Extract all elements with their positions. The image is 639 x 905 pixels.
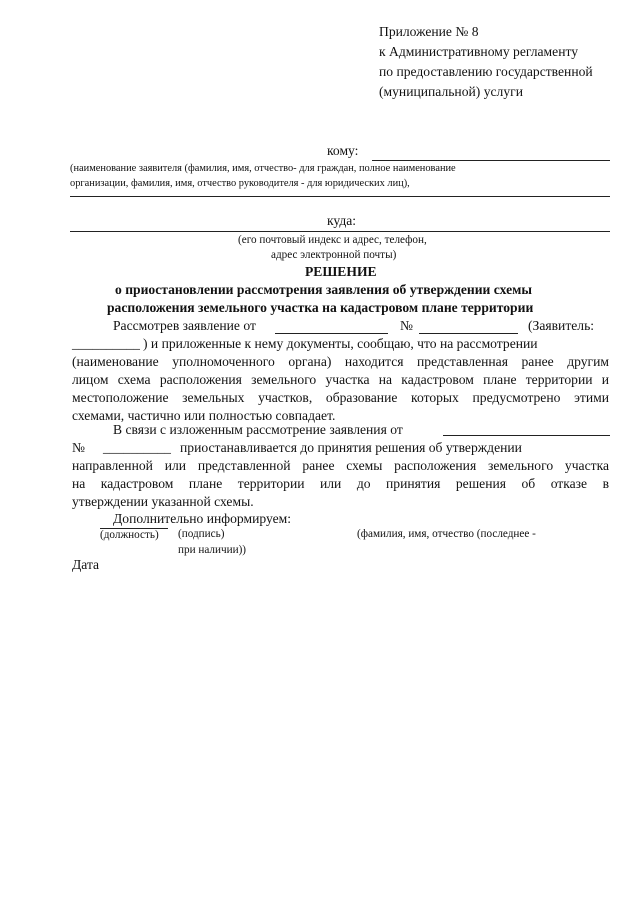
appendix-number: Приложение № 8 — [379, 24, 479, 39]
applicant-label: (Заявитель: — [528, 318, 595, 333]
body-text: ) и приложенные к нему документы, сообщаю, что на рассмотрении — [143, 336, 538, 351]
to-line — [372, 160, 610, 161]
to-line-2 — [70, 196, 610, 197]
review-text: Рассмотрев заявление от — [113, 318, 256, 333]
body-text: на кадастровом плане территории или до принятия решения об отказе в — [72, 476, 609, 491]
suspension-text: В связи с изложенным рассмотрение заявления от — [113, 422, 403, 437]
name-hint-2: при наличии)) — [178, 544, 247, 556]
to-hint-2: организации, фамилия, имя, отчество руководителя - для юридических лиц), — [70, 178, 410, 189]
applicant-blank: __________ — [72, 336, 140, 351]
appendix-reference-2: по предоставлению государственной — [379, 64, 593, 79]
body-text: местоположение земельных участков, образование которых предусмотрено этими — [72, 390, 609, 405]
position-hint: (должность) — [100, 529, 159, 541]
body-text: (наименование уполномоченного органа) находится представленная ранее другим — [72, 354, 609, 369]
name-hint: (фамилия, имя, отчество (последнее - — [357, 528, 536, 540]
where-hint-2: адрес электронной почты) — [271, 249, 397, 261]
application-number-blank: __________ — [103, 440, 171, 455]
number-sign: № — [72, 440, 85, 455]
appendix-reference-3: (муниципальной) услуги — [379, 84, 523, 99]
to-label: кому: — [327, 143, 359, 158]
body-text: направленной или представленной ранее схемы расположения земельного участка — [72, 458, 609, 473]
document-subtitle: о приостановлении рассмотрения заявления об утверждении схемы — [115, 282, 533, 297]
signature-hint: (подпись) — [178, 528, 225, 540]
body-text: схемами, частично или полностью совпадает. — [72, 408, 336, 423]
to-hint: (наименование заявителя (фамилия, имя, отчество- для граждан, полное наименование — [70, 163, 456, 174]
body-text: утверждении указанной схемы. — [72, 494, 254, 509]
where-hint: (его почтовый индекс и адрес, телефон, — [238, 234, 427, 246]
application-date-field — [275, 333, 388, 334]
application-number-field — [419, 333, 518, 334]
application-date-field-2 — [443, 435, 610, 436]
additional-info: Дополнительно информируем: — [113, 511, 291, 526]
document-subtitle-2: расположения земельного участка на кадастровом плане территории — [107, 300, 534, 315]
where-label: куда: — [327, 213, 357, 228]
appendix-reference: к Административному регламенту — [379, 44, 579, 59]
number-sign: № — [400, 318, 413, 333]
date-label: Дата — [72, 557, 100, 572]
suspension-text-2: приостанавливается до принятия решения об утверждении — [180, 440, 522, 455]
where-line — [70, 231, 610, 232]
body-text: лицом схема расположения земельного участка на кадастровом плане территории и — [72, 372, 609, 387]
document-title: РЕШЕНИЕ — [305, 264, 377, 279]
